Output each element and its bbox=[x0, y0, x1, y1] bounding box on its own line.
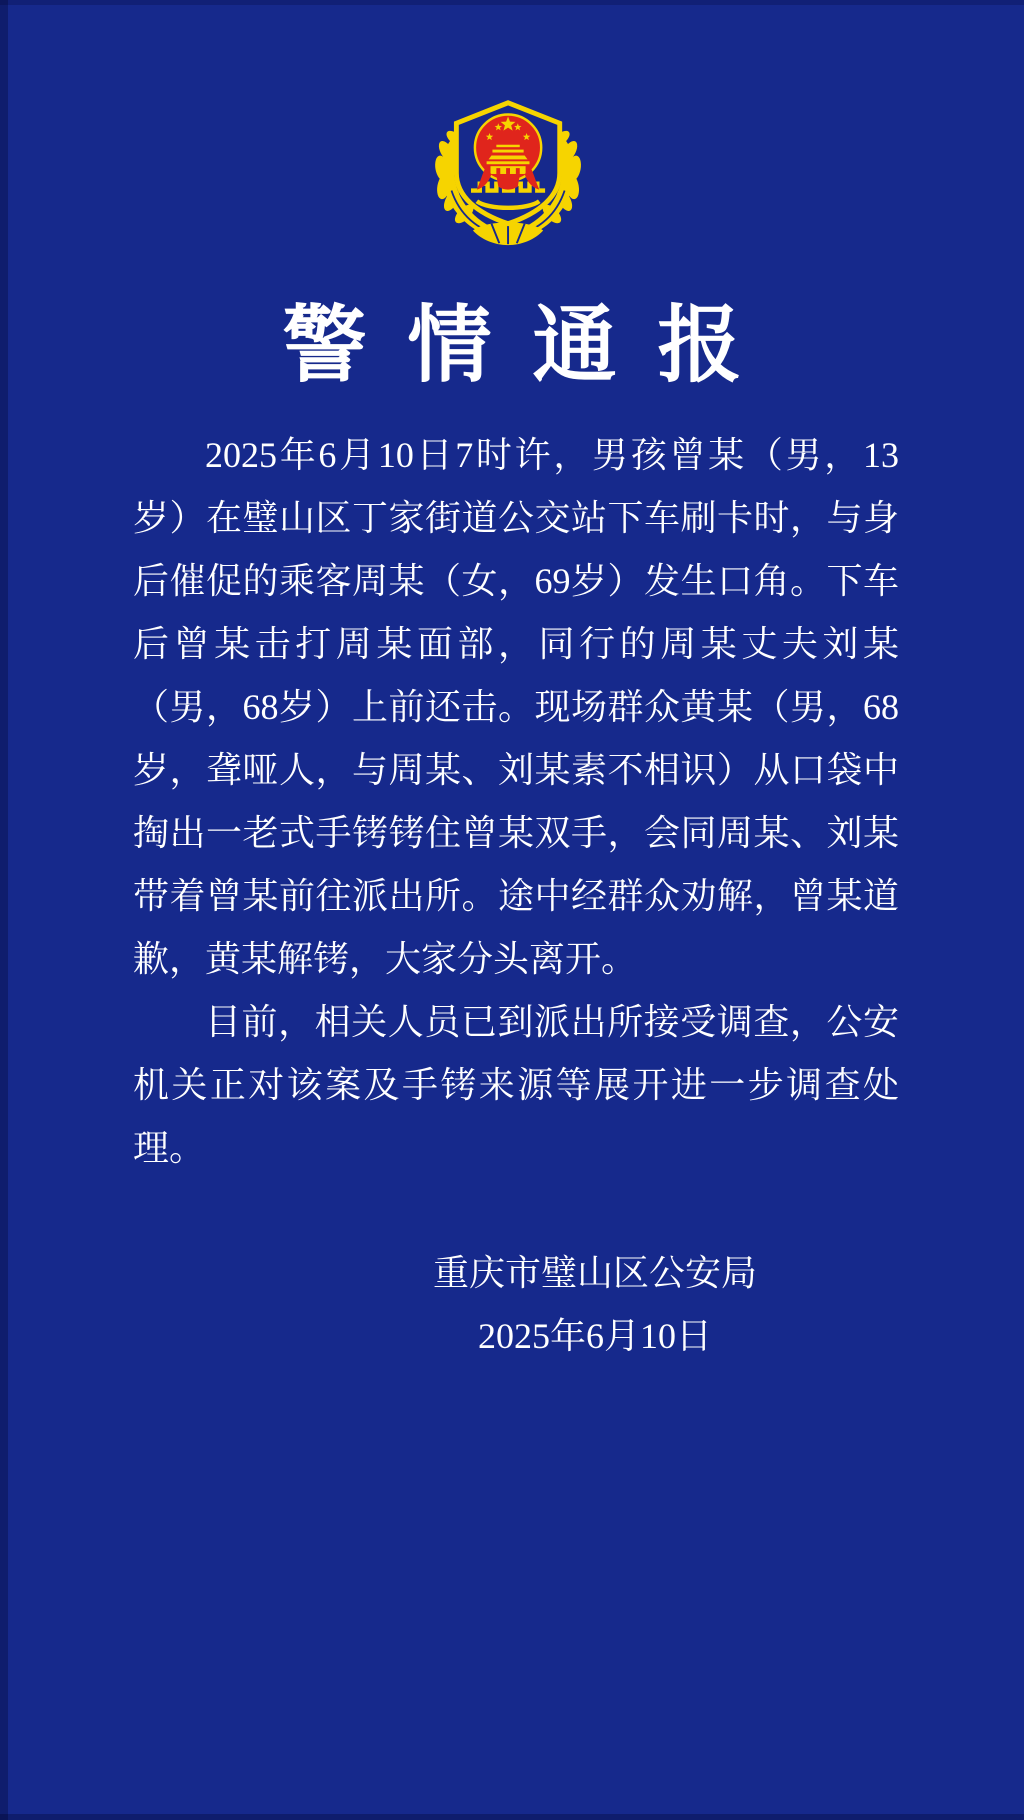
police-badge-icon bbox=[432, 95, 588, 251]
paragraph-status: 目前，相关人员已到派出所接受调查，公安机关正对该案及手铐来源等展开进一步调查处理。 bbox=[133, 1002, 899, 1168]
issuing-agency: 重庆市璧山区公安局 bbox=[432, 1253, 757, 1293]
edge-shade-left bbox=[0, 0, 8, 1820]
edge-shade-bottom bbox=[0, 1814, 1024, 1820]
paragraph-incident: 2025年6月10日7时许，男孩曾某（男，13岁）在璧山区丁家街道公交站下车刷卡时，与身后催促的乘客周某（女，69岁）发生口角。下车后曾某击打周某面部，同行的周某丈夫刘某（男，68岁）上前还击。现场群众黄某（男，68岁，聋哑人，与周某、刘某素不相识）从口袋中掏出一老式手铐铐住曾某双手，会同周某、刘某带着曾某前往派出所。途中经群众劝解，曾某道歉，黄某解铐，大家分头离开。 bbox=[133, 435, 899, 979]
notice-title: 警情通报 bbox=[282, 300, 783, 393]
signature-block bbox=[0, 1242, 1024, 1368]
national-emblem bbox=[475, 115, 541, 190]
notice-body bbox=[133, 424, 899, 1180]
edge-shade-top bbox=[0, 0, 1024, 5]
issue-date: 2025年6月10日 bbox=[477, 1316, 712, 1356]
